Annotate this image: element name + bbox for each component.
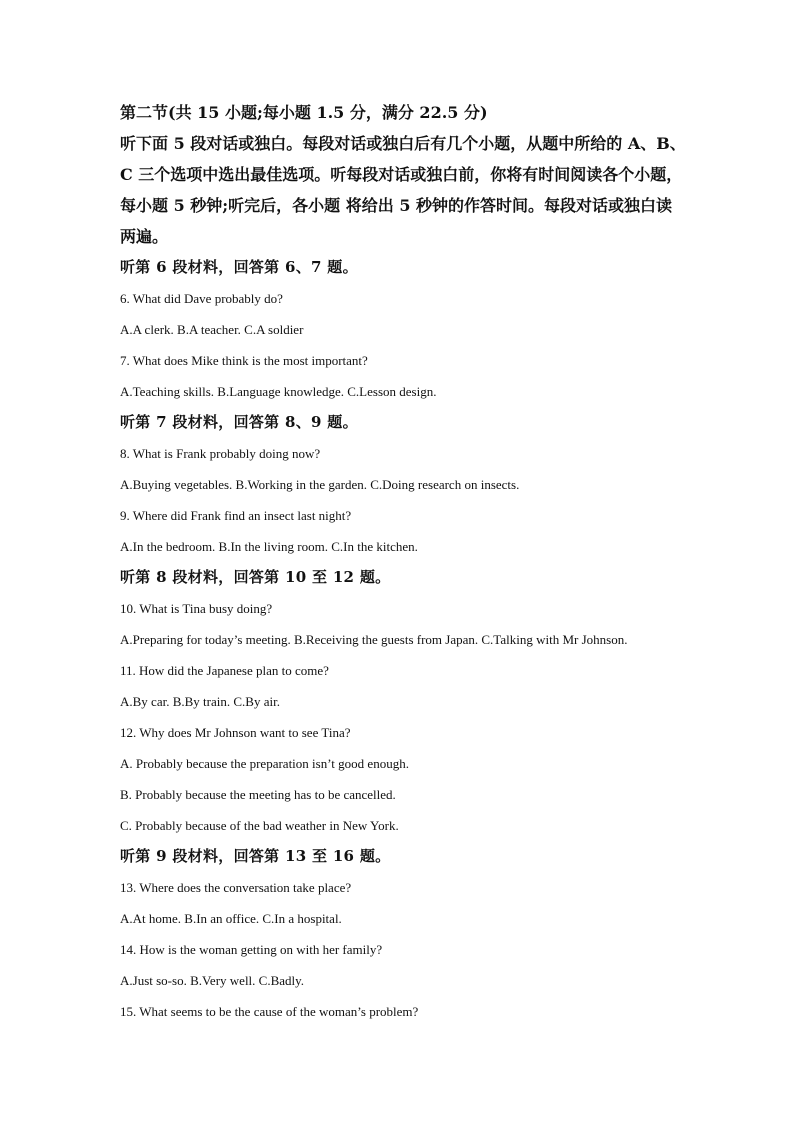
- answer-options: A.Buying vegetables. B.Working in the garden. C.Doing research on insects.: [120, 477, 520, 492]
- question-text: 8. What is Frank probably doing now?: [120, 446, 321, 461]
- document-page: [120, 97, 686, 1027]
- answer-options: A.In the bedroom. B.In the living room. C.In the kitchen.: [120, 539, 418, 554]
- instructions-line: C 三个选项中选出最佳选项。听每段对话或独白前，你将有时间阅读各个小题，: [120, 165, 683, 184]
- instructions-paragraph: [120, 128, 686, 252]
- answer-option: A. Probably because the preparation isn’t good enough.: [120, 756, 409, 771]
- answer-options: A.Preparing for today’s meeting. B.Receiving the guests from Japan. C.Talking with Mr Johnson.: [120, 632, 628, 647]
- material-section-6: [120, 252, 680, 407]
- material-header: 听第 6 段材料，回答第 6、7 题。: [120, 258, 358, 276]
- question-text: 7. What does Mike think is the most important?: [120, 353, 368, 368]
- question-text: 11. How did the Japanese plan to come?: [120, 663, 329, 678]
- question-text: 13. Where does the conversation take place?: [120, 880, 352, 895]
- instructions-line: 每小题 5 秒钟;听完后，各小题 将给出 5 秒钟的作答时间。每段对话或独白读: [120, 196, 673, 215]
- instructions-line: 两遍。: [120, 227, 169, 246]
- question-text: 15. What seems to be the cause of the woman’s problem?: [120, 1004, 419, 1019]
- question-text: 14. How is the woman getting on with her family?: [120, 942, 383, 957]
- answer-options: A.Teaching skills. B.Language knowledge. C.Lesson design.: [120, 384, 437, 399]
- material-section-7: [120, 407, 680, 562]
- question-text: 9. Where did Frank find an insect last night?: [120, 508, 352, 523]
- question-text: 6. What did Dave probably do?: [120, 291, 283, 306]
- material-header: 听第 8 段材料，回答第 10 至 12 题。: [120, 568, 391, 586]
- answer-options: A.Just so-so. B.Very well. C.Badly.: [120, 973, 305, 988]
- answer-option: C. Probably because of the bad weather in New York.: [120, 818, 399, 833]
- question-text: 12. Why does Mr Johnson want to see Tina?: [120, 725, 351, 740]
- material-header: 听第 9 段材料，回答第 13 至 16 题。: [120, 847, 391, 865]
- answer-options: A.At home. B.In an office. C.In a hospital.: [120, 911, 342, 926]
- answer-options: A.A clerk. B.A teacher. C.A soldier: [120, 322, 304, 337]
- instructions-line: 听下面 5 段对话或独白。每段对话或独白后有几个小题，从题中所给的 A、B、: [120, 134, 686, 153]
- material-section-8: [120, 562, 680, 841]
- material-section-9: [120, 841, 680, 1027]
- answer-option: B. Probably because the meeting has to be cancelled.: [120, 787, 396, 802]
- answer-options: A.By car. B.By train. C.By air.: [120, 694, 280, 709]
- question-text: 10. What is Tina busy doing?: [120, 601, 273, 616]
- section-title: 第二节(共 15 小题;每小题 1.5 分，满分 22.5 分): [120, 103, 488, 122]
- material-header: 听第 7 段材料，回答第 8、9 题。: [120, 413, 358, 431]
